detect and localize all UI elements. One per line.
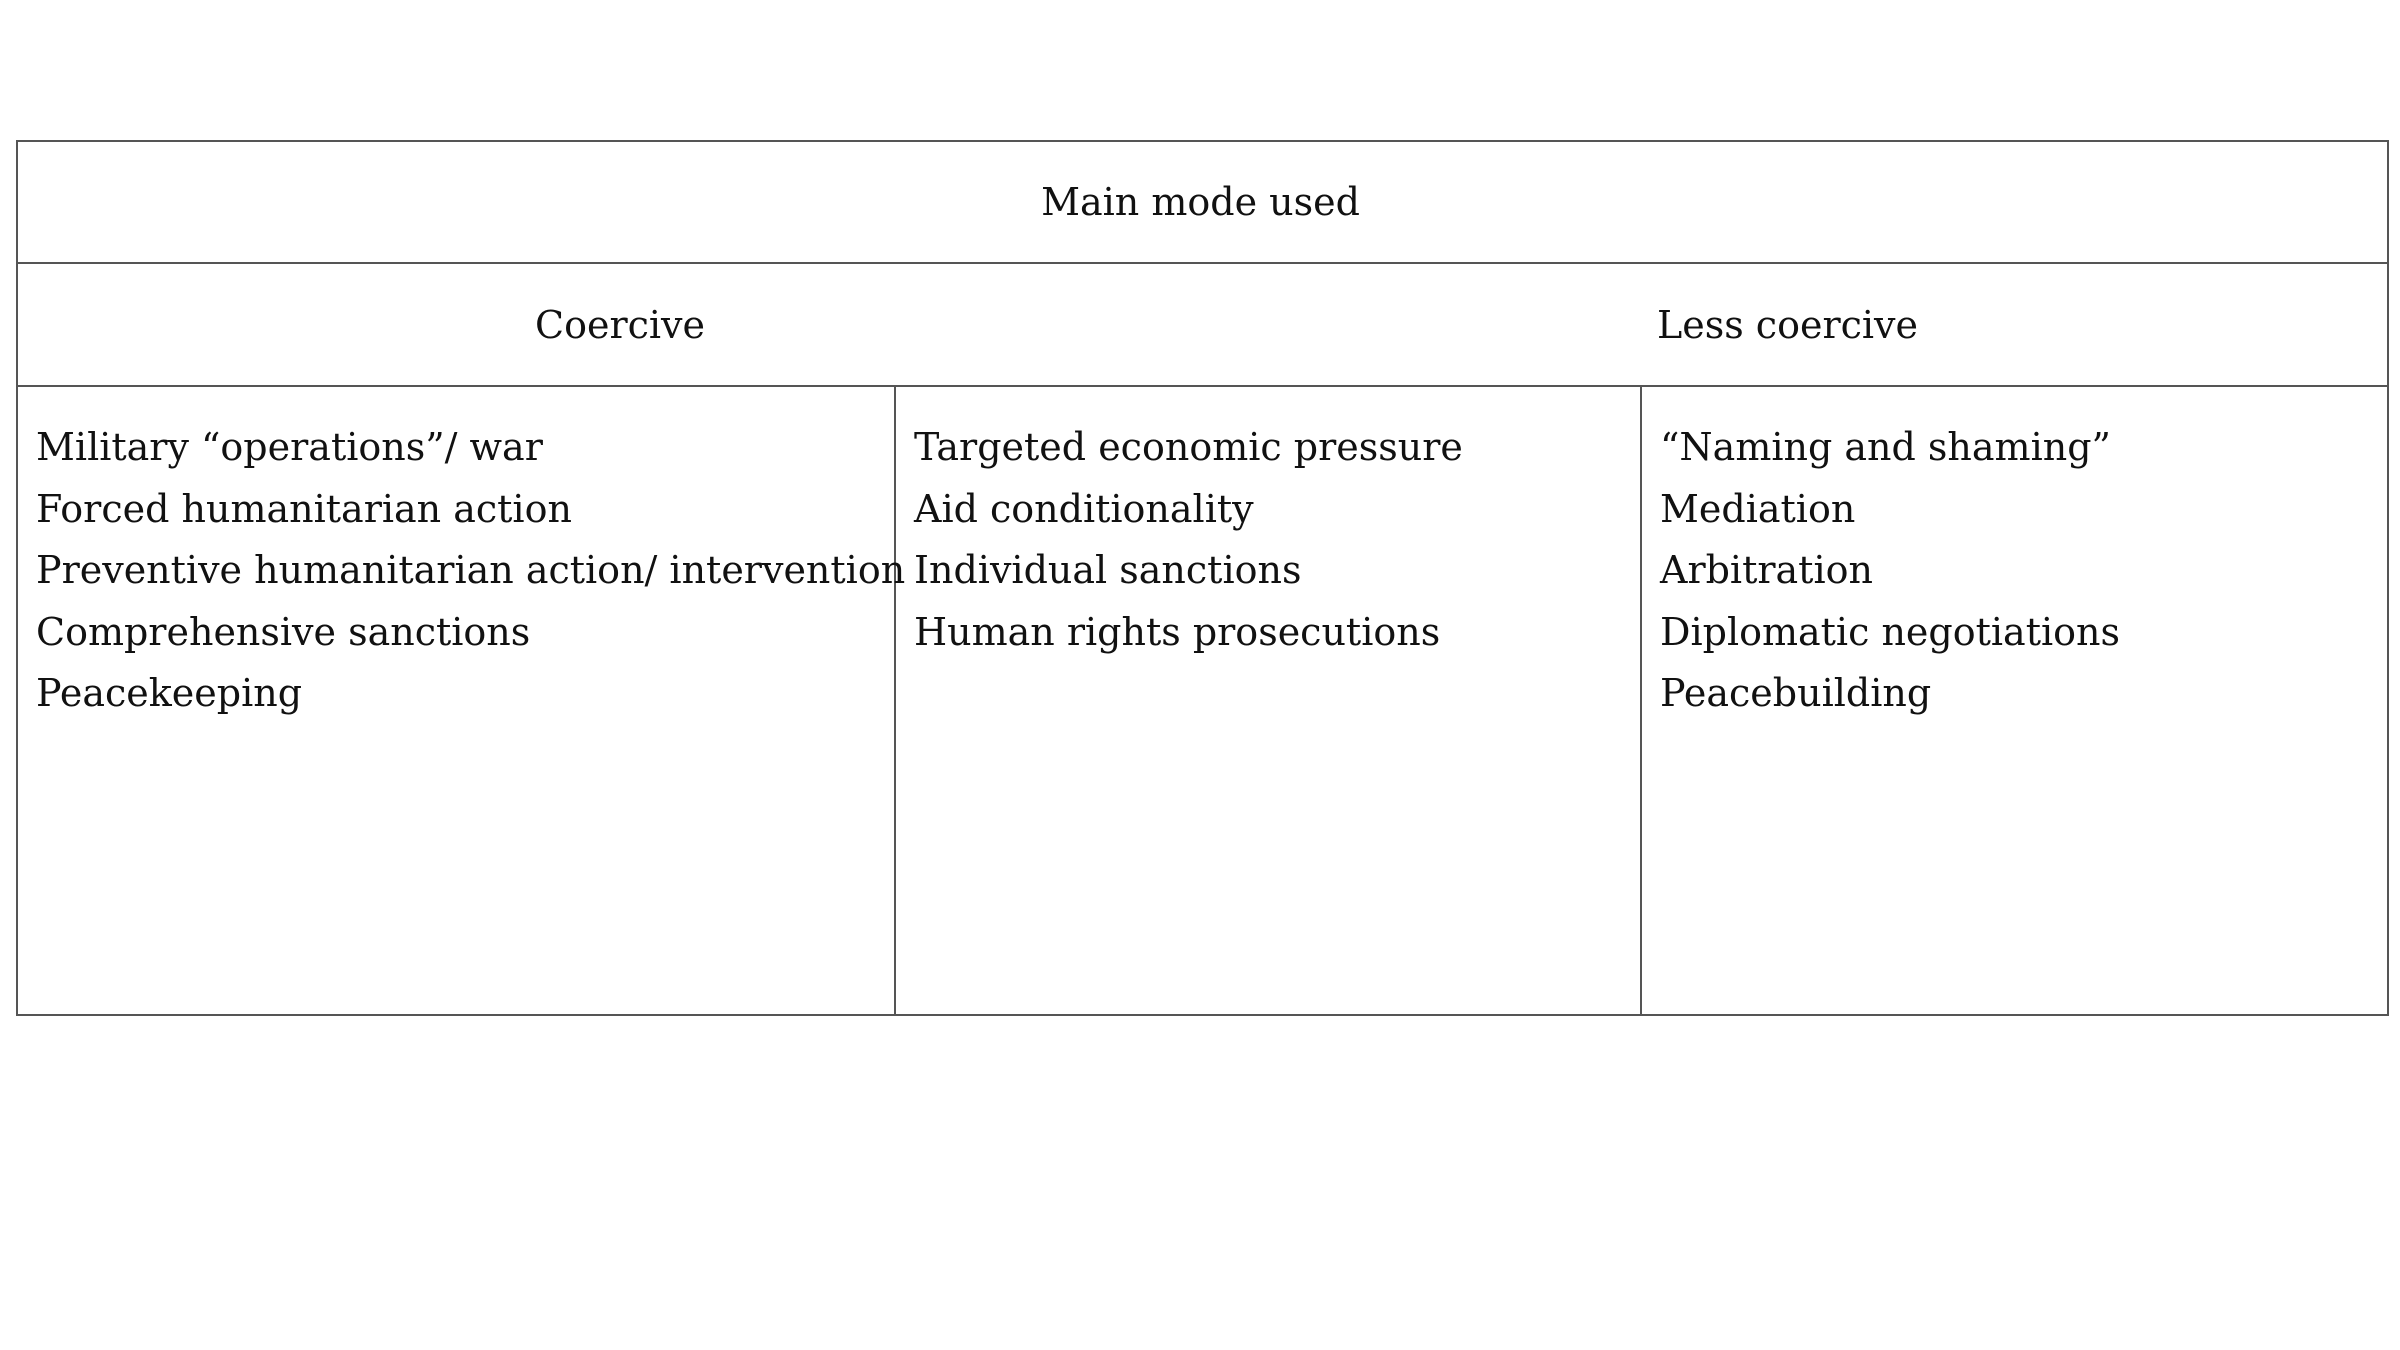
column-2	[896, 387, 1642, 1016]
table-title: Main mode used	[1041, 180, 1360, 224]
table-body-row	[18, 387, 2387, 1016]
modes-table	[16, 140, 2389, 1016]
list-item: “Naming and shaming”	[1660, 425, 2111, 469]
mode-less-coercive-header: Less coercive	[1657, 302, 1919, 347]
column-1	[18, 387, 906, 1016]
list-item: Preventive humanitarian action/ intervention	[36, 548, 906, 592]
column-2-list	[914, 417, 1640, 663]
list-item: Diplomatic negotiations	[1660, 609, 2120, 654]
list-item: Mediation	[1660, 486, 1856, 531]
column-3	[1642, 387, 2389, 1016]
list-item: Targeted economic pressure	[914, 425, 1463, 469]
column-1-list	[36, 417, 906, 725]
list-item: Human rights prosecutions	[914, 609, 1441, 654]
table-title-row	[18, 142, 2387, 264]
list-item: Individual sanctions	[914, 548, 1302, 592]
list-item: Forced humanitarian action	[36, 486, 572, 531]
list-item: Peacekeeping	[36, 671, 303, 715]
mode-header-row	[18, 264, 2387, 387]
list-item: Arbitration	[1660, 548, 1873, 592]
column-3-list	[1660, 417, 2389, 725]
mode-coercive-header: Coercive	[535, 302, 705, 347]
list-item: Peacebuilding	[1660, 671, 1932, 715]
list-item: Military “operations”/ war	[36, 425, 543, 469]
list-item: Aid conditionality	[914, 486, 1254, 531]
list-item: Comprehensive sanctions	[36, 609, 531, 654]
